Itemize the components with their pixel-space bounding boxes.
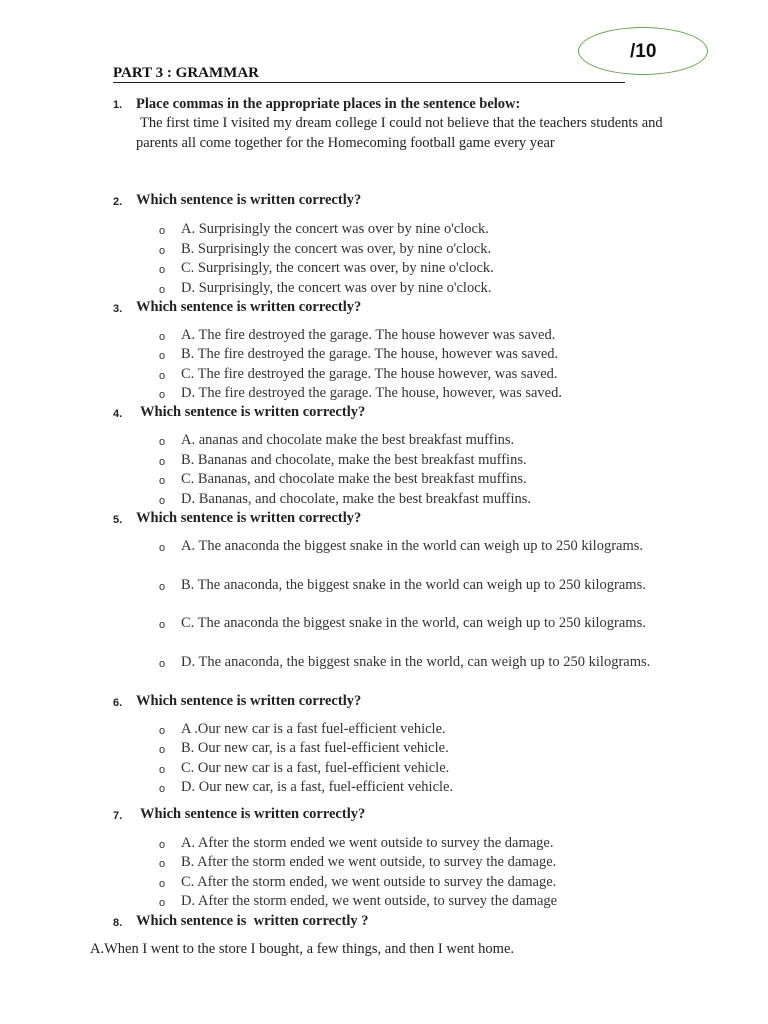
part-title: PART 3 : GRAMMAR	[113, 65, 625, 83]
question-text: Which sentence is written correctly?	[140, 806, 366, 822]
option-d: D. Bananas, and chocolate, make the best breakfast muffins.	[181, 491, 532, 507]
question-text: Which sentence is written correctly?	[136, 510, 362, 526]
option-b: B. Surprisingly the concert was over, by nine o'clock.	[181, 241, 492, 257]
question-number: 2.	[113, 196, 123, 208]
option-b: B. After the storm ended we went outside, to survey the damage.	[181, 854, 557, 870]
option-d: D. After the storm ended, we went outside, to survey the damage	[181, 893, 558, 909]
option-bullet: o	[159, 581, 166, 593]
score-label: /10	[630, 41, 657, 62]
option-c: C. After the storm ended, we went outside to survey the damage.	[181, 874, 557, 890]
question-text: Which sentence is written correctly?	[136, 693, 362, 709]
option-d: D. Surprisingly, the concert was over by nine o'clock.	[181, 280, 492, 296]
option-bullet: o	[159, 725, 166, 737]
question-text: Which sentence is written correctly?	[136, 192, 362, 208]
option-bullet: o	[159, 878, 166, 890]
option-b: B. The fire destroyed the garage. The house, however was saved.	[181, 346, 559, 362]
option-bullet: o	[159, 783, 166, 795]
option-bullet: o	[159, 619, 166, 631]
option-c: C. The anaconda the biggest snake in the world, can weigh up to 250 kilograms.	[181, 615, 646, 631]
option-bullet: o	[159, 764, 166, 776]
option-bullet: o	[159, 350, 166, 362]
question-number: 8.	[113, 917, 123, 929]
option-bullet: o	[159, 331, 166, 343]
option-d: D. The anaconda, the biggest snake in the world, can weigh up to 250 kilograms.	[181, 654, 651, 670]
option-bullet: o	[159, 284, 166, 296]
option-b: B. Our new car, is a fast fuel-efficient vehicle.	[181, 740, 449, 756]
option-d: D. The fire destroyed the garage. The house, however, was saved.	[181, 385, 562, 401]
option-bullet: o	[159, 225, 166, 237]
option-bullet: o	[159, 389, 166, 401]
option-a: A. After the storm ended we went outside to survey the damage.	[181, 835, 554, 851]
option-c: C. Our new car is a fast, fuel-efficient vehicle.	[181, 760, 450, 776]
option-c: C. The fire destroyed the garage. The house however, was saved.	[181, 366, 558, 382]
option-c: C. Bananas, and chocolate make the best breakfast muffins.	[181, 471, 527, 487]
option-bullet: o	[159, 264, 166, 276]
option-bullet: o	[159, 475, 166, 487]
option-a: A .Our new car is a fast fuel-efficient vehicle.	[181, 721, 446, 737]
option-bullet: o	[159, 858, 166, 870]
question-text: Place commas in the appropriate places in the sentence below:	[136, 96, 521, 112]
question-number: 6.	[113, 697, 123, 709]
option-bullet: o	[159, 744, 166, 756]
option-bullet: o	[159, 542, 166, 554]
question-number: 1.	[113, 99, 123, 111]
option-a: A. Surprisingly the concert was over by nine o'clock.	[181, 221, 489, 237]
question-number: 3.	[113, 303, 123, 315]
question-number: 7.	[113, 810, 123, 822]
option-a: A.When I went to the store I bought, a few things, and then I went home.	[90, 941, 515, 957]
option-bullet: o	[159, 436, 166, 448]
option-a: A. ananas and chocolate make the best breakfast muffins.	[181, 432, 515, 448]
question-text: Which sentence is written correctly?	[140, 404, 366, 420]
option-bullet: o	[159, 839, 166, 851]
question-paragraph: The first time I visited my dream college I could not believe that the teachers students and parents all come together for the Homecoming football game every year	[136, 115, 663, 151]
option-bullet: o	[159, 456, 166, 468]
option-bullet: o	[159, 245, 166, 257]
question-number: 5.	[113, 514, 123, 526]
option-c: C. Surprisingly, the concert was over, by nine o'clock.	[181, 260, 494, 276]
option-a: A. The anaconda the biggest snake in the world can weigh up to 250 kilograms.	[181, 538, 644, 554]
option-b: B. The anaconda, the biggest snake in the world can weigh up to 250 kilograms.	[181, 577, 646, 593]
question-number: 4.	[113, 408, 123, 420]
option-bullet: o	[159, 658, 166, 670]
question-text: Which sentence is written correctly?	[136, 299, 362, 315]
option-a: A. The fire destroyed the garage. The house however was saved.	[181, 327, 556, 343]
option-bullet: o	[159, 495, 166, 507]
option-bullet: o	[159, 897, 166, 909]
option-d: D. Our new car, is a fast, fuel-efficient vehicle.	[181, 779, 454, 795]
option-b: B. Bananas and chocolate, make the best breakfast muffins.	[181, 452, 527, 468]
option-bullet: o	[159, 370, 166, 382]
question-text: Which sentence is written correctly ?	[136, 913, 369, 929]
